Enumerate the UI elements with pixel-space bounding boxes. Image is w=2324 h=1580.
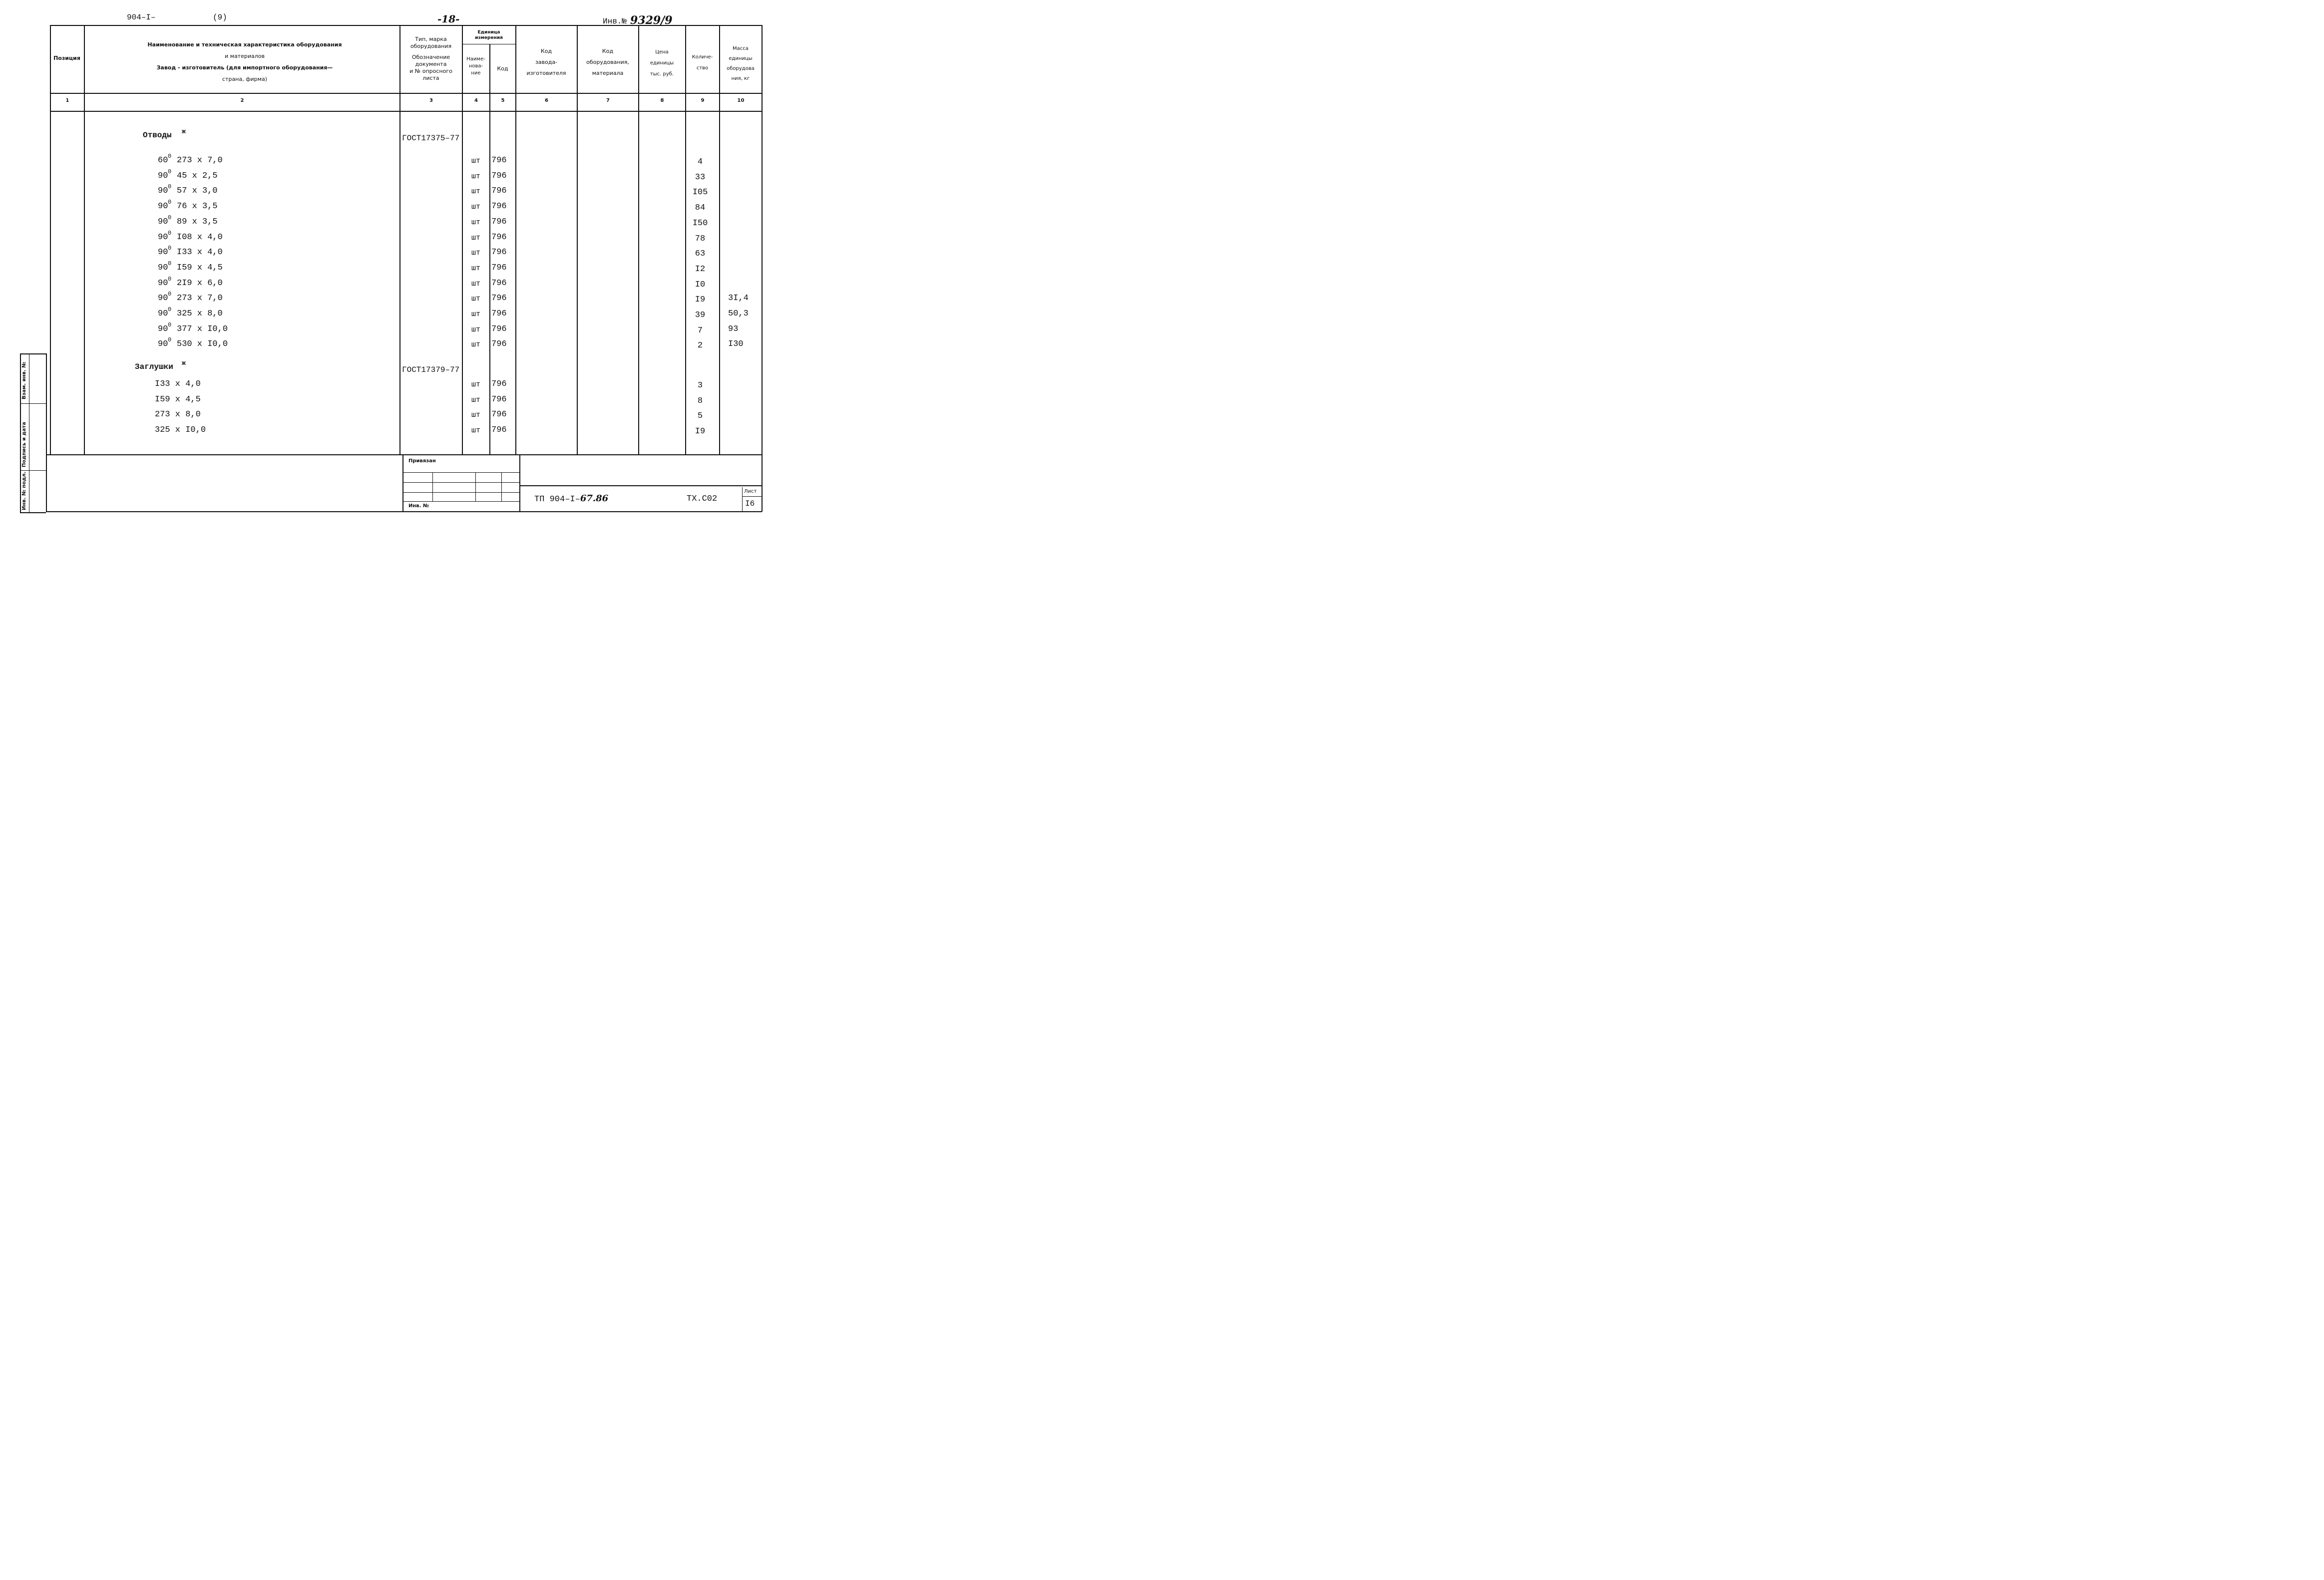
row-quantity: I05 [692,188,708,197]
side-stamp-right [46,353,47,512]
row-angle: 90 [158,202,168,211]
row-code: 796 [491,248,507,257]
row-unit: шт [471,249,481,257]
header-bottom [50,93,762,94]
column-number-4: 4 [474,98,478,103]
side-stamp-sep-2 [20,470,46,471]
row-degree: 0 [168,168,172,175]
header-name [100,39,389,85]
document-code: ТХ.С02 [687,494,718,504]
row-size: 57 х 3,0 [177,186,218,196]
header-price: Цена единицы тыс. руб. [650,49,674,77]
sheet-label: Лист [744,489,757,494]
row-degree: 0 [168,153,172,160]
section-standard: ГОСТ17375–77 [402,134,460,143]
col-divider-1 [84,25,85,454]
sheet-box-mid [742,496,762,497]
row-code: 796 [491,233,507,242]
row-angle: 90 [158,324,168,334]
header-mass: Масса единицы оборудова ния, кг [727,46,755,81]
header-plant-code: Код завода- изготовителя [526,48,566,76]
row-quantity: 2 [697,341,703,350]
row-unit: шт [471,325,481,334]
col-divider-5 [515,25,516,454]
row-code: 796 [491,279,507,288]
row-unit: шт [471,264,481,273]
row-unit: шт [471,280,481,288]
row-angle: 90 [158,339,168,349]
side-stamp-bottom [20,512,46,513]
column-number-7: 7 [606,98,610,103]
project-code-prefix: ТП 904–I– [534,495,580,504]
row-size: I59 х 4,5 [177,263,223,273]
row-quantity: 84 [695,203,706,213]
row-size: 89 х 3,5 [177,217,218,227]
row-angle: 90 [158,309,168,318]
frame-right [762,25,763,512]
sheet-box-left [742,487,743,511]
stamp-bottom [47,511,762,512]
row-size: 530 х I0,0 [177,339,228,349]
row-unit: шт [471,340,481,349]
row-degree: 0 [168,245,172,252]
series-code: 904–I– [127,13,156,22]
header-quantity: Количе- ство [692,54,713,71]
row-unit: шт [471,218,481,227]
row-size: 325 х I0,0 [155,425,206,435]
col-divider-3 [462,25,463,454]
row-degree: 0 [168,306,172,313]
row-code: 796 [491,425,507,435]
row-degree: 0 [168,276,172,283]
stamp-vline-3 [501,472,502,501]
column-number-6: 6 [545,98,548,103]
stamp-divider-left [402,454,403,512]
frame-top [50,25,762,26]
row-quantity: 78 [695,234,706,244]
row-code: 796 [491,217,507,227]
row-code: 796 [491,309,507,318]
row-size: I33 х 4,0 [155,379,201,389]
row-angle: 90 [158,217,168,227]
column-number-1: 1 [65,98,69,103]
row-degree: 0 [168,260,172,267]
row-angle: 90 [158,294,168,303]
row-angle: 90 [158,171,168,181]
header-unit-name: Наиме- нова- ние [466,56,485,76]
numbers-bottom [50,111,762,112]
section-mark: ж [182,128,186,135]
side-stamp-left [20,353,21,512]
row-unit: шт [471,396,481,404]
page-number: -18- [437,13,460,25]
header-unit-group: Единица измерения [475,30,503,40]
row-size: 76 х 3,5 [177,202,218,211]
row-quantity: I0 [695,280,706,290]
col-divider-6 [577,25,578,454]
header-name-line4: страна, фирма) [222,76,267,82]
row-quantity: 33 [695,173,706,182]
stamp-line-4 [402,501,519,502]
row-angle: 90 [158,186,168,196]
row-size: 45 х 2,5 [177,171,218,181]
row-unit: шт [471,157,481,165]
row-quantity: 7 [697,326,703,335]
row-mass: I30 [728,339,744,349]
column-number-3: 3 [429,98,433,103]
header-type: Тип, марка оборудования Обозначение документа и № опросного листа [409,36,452,81]
attached-label: Привязан [408,458,436,464]
section-standard: ГОСТ17379–77 [402,365,460,374]
row-degree: 0 [168,199,172,206]
row-unit: шт [471,295,481,303]
row-angle: 90 [158,248,168,257]
header-name-line2: и материалов [225,53,265,59]
row-unit: шт [471,411,481,419]
row-size: I08 х 4,0 [177,233,223,242]
row-quantity: I9 [695,295,706,305]
row-degree: 0 [168,336,172,343]
section-title: Отводы [143,131,172,140]
row-quantity: I9 [695,427,706,436]
row-code: 796 [491,202,507,211]
row-size: 273 х 7,0 [177,294,223,303]
row-unit: шт [471,426,481,435]
row-quantity: 8 [697,396,703,406]
col-divider-7 [638,25,639,454]
inventory-no-label: Инв. № [408,503,429,509]
row-degree: 0 [168,321,172,328]
row-size: 325 х 8,0 [177,309,223,318]
row-quantity: 63 [695,249,706,259]
row-size: 377 х I0,0 [177,324,228,334]
row-quantity: I2 [695,265,706,274]
row-code: 796 [491,324,507,334]
section-mark: ж [182,359,186,367]
row-code: 796 [491,410,507,419]
header-equipment-code: Код оборудования, материала [586,48,629,76]
body-bottom [47,454,762,455]
row-unit: шт [471,172,481,181]
row-quantity: 4 [697,157,703,167]
row-unit: шт [471,310,481,318]
header-unit-code: Код [497,65,508,72]
row-code: 796 [491,156,507,165]
inventory-label: Инв.№ [603,17,627,26]
col-divider-9 [719,25,720,454]
row-quantity: I50 [692,219,708,228]
row-size: 273 х 7,0 [177,156,223,165]
row-quantity: 39 [695,311,706,320]
row-angle: 90 [158,263,168,273]
row-quantity: 3 [697,381,703,390]
row-angle: 90 [158,279,168,288]
row-size: I33 х 4,0 [177,248,223,257]
row-unit: шт [471,380,481,389]
row-size: I59 х 4,5 [155,395,201,404]
row-unit: шт [471,234,481,242]
row-code: 796 [491,379,507,389]
col-divider-8 [685,25,686,454]
row-degree: 0 [168,230,172,237]
stamp-vline-2 [475,472,476,501]
row-mass: 3I,4 [728,294,749,303]
project-code-hand: 67.86 [580,493,609,504]
frame-left [50,25,51,454]
col-divider-4 [489,44,490,454]
row-angle: 60 [158,156,168,165]
row-mass: 93 [728,324,739,334]
column-number-10: 10 [737,98,745,103]
side-field-signature-date: Подпись и дата [21,422,27,467]
column-number-9: 9 [701,98,705,103]
side-field-replace-inv: Взам. инв. № [21,361,27,399]
column-number-2: 2 [240,98,244,103]
row-size: 2I9 х 6,0 [177,279,223,288]
row-unit: шт [471,203,481,211]
stamp-vline-1 [432,472,433,501]
section-title: Заглушки [135,362,173,371]
row-degree: 0 [168,183,172,190]
row-unit: шт [471,187,481,196]
row-angle: 90 [158,233,168,242]
side-stamp-sep-1 [20,403,46,404]
header-position: Позиция [53,55,80,61]
stamp-title-line [519,485,762,486]
row-code: 796 [491,171,507,181]
inventory-number: 9329/9 [630,14,673,27]
header-name-line3: Завод - изготовитель (для импортного оборудования— [156,64,333,71]
side-stamp-top [20,353,46,354]
sheet-number: I6 [745,499,755,508]
row-code: 796 [491,294,507,303]
row-degree: 0 [168,214,172,221]
project-code [534,493,608,504]
header-name-line1: Наименование и техническая характеристика оборудования [147,41,342,48]
column-number-8: 8 [660,98,664,103]
row-size: 273 х 8,0 [155,410,201,419]
row-degree: 0 [168,291,172,298]
col-divider-2 [399,25,400,454]
column-number-5: 5 [501,98,505,103]
row-code: 796 [491,339,507,349]
row-quantity: 5 [697,411,703,421]
row-code: 796 [491,263,507,273]
part-number: (9) [213,13,227,22]
side-field-original-inv: Инв. № подл. [21,471,27,510]
row-mass: 50,3 [728,309,749,318]
row-code: 796 [491,395,507,404]
stamp-divider-right [519,454,520,512]
row-code: 796 [491,186,507,196]
